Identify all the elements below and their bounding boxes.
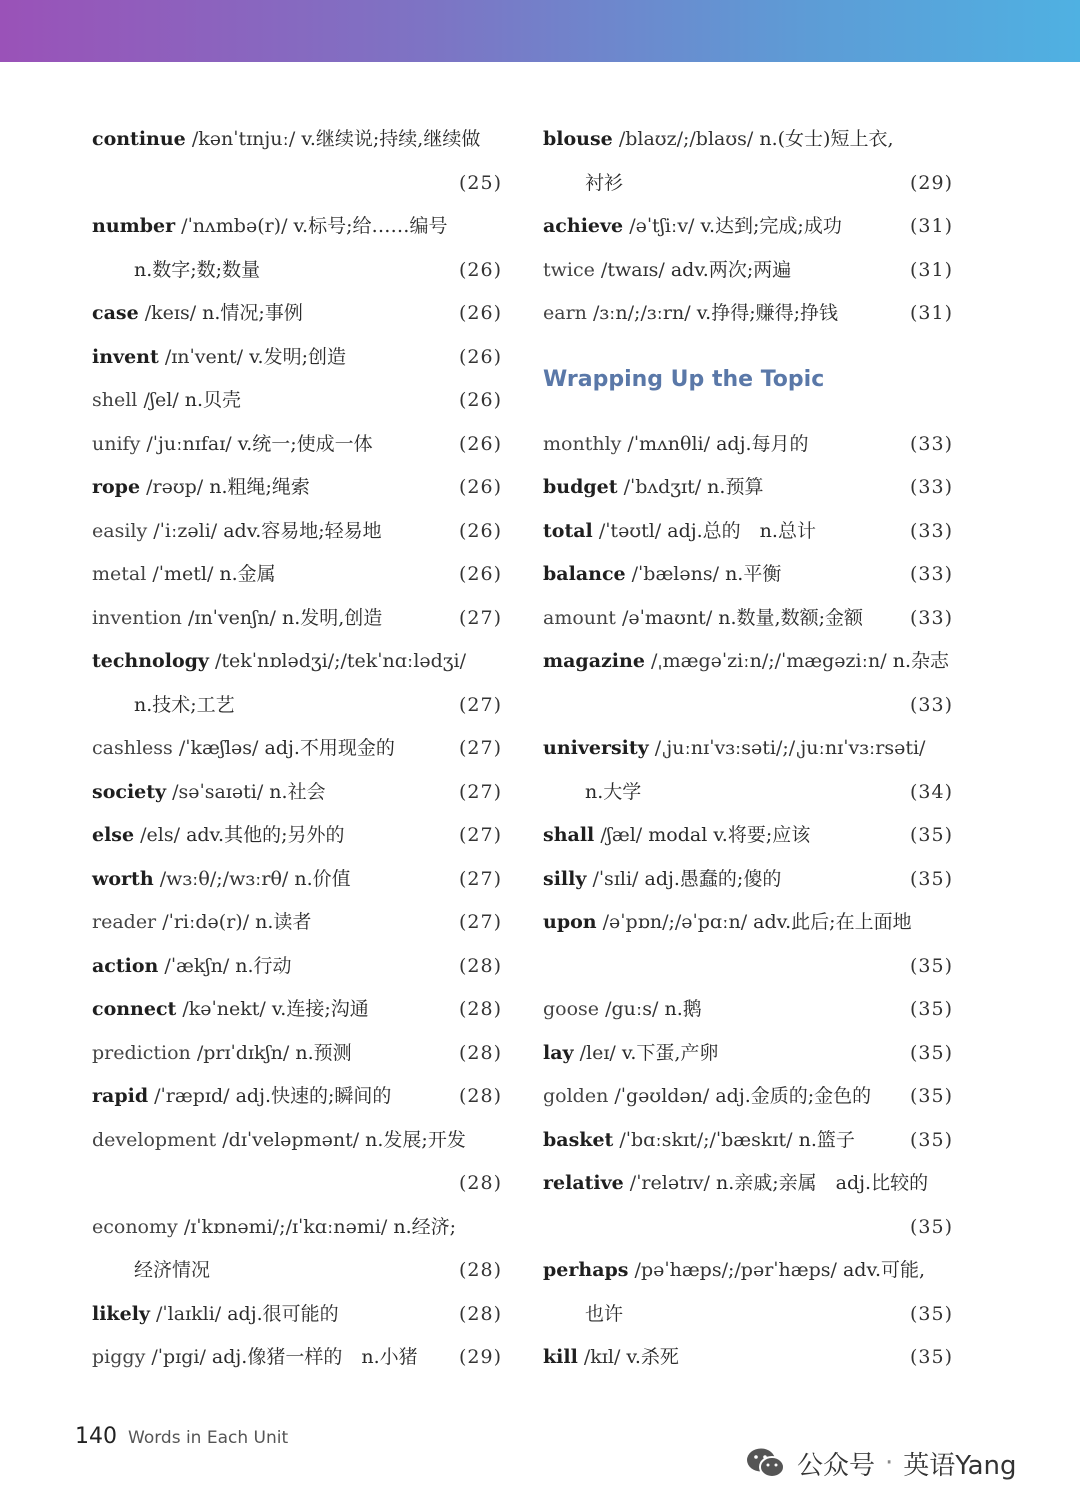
entry-word: economy xyxy=(92,1215,178,1238)
entry-definition: v.下蛋,产卵 xyxy=(621,1041,719,1064)
entry-pronunciation: /ɪnˈvent/ xyxy=(164,345,244,368)
entry-word: unify xyxy=(92,432,141,455)
entry-pronunciation: /blaʊz/;/blaʊs/ xyxy=(618,128,754,150)
entry-unit-ref: (27) xyxy=(458,693,502,716)
vocab-entry xyxy=(543,901,953,945)
vocab-entry xyxy=(543,1075,953,1119)
entry-unit-ref: (27) xyxy=(458,867,502,890)
entry-unit-ref: (33) xyxy=(909,519,953,542)
entry-pronunciation: /ˈpɪgi/ xyxy=(151,1346,206,1368)
vocab-entry xyxy=(92,466,502,510)
vocab-entry xyxy=(543,1119,953,1163)
vocab-entry xyxy=(543,510,953,554)
watermark-account: 英语Yang xyxy=(903,1450,1017,1481)
entry-pronunciation: /keɪs/ xyxy=(144,302,197,324)
entry-word: reader xyxy=(92,911,157,933)
vocab-entry xyxy=(92,988,502,1032)
entry-pronunciation: /ˈlaɪkli/ xyxy=(156,1302,222,1325)
vocab-entry xyxy=(92,423,502,467)
vocab-entry xyxy=(543,205,953,249)
entry-unit-ref: (35) xyxy=(909,824,953,846)
entry-pronunciation: /pəˈhæps/;/pərˈhæps/ xyxy=(634,1259,837,1281)
entry-unit-ref: (35) xyxy=(909,1302,953,1325)
entry-word: prediction xyxy=(92,1041,191,1064)
entry-definition: n.数字;数;数量 xyxy=(134,258,261,281)
entry-word: connect xyxy=(92,998,177,1020)
entry-definition: v.杀死 xyxy=(626,1346,679,1368)
entry-definition: modal v.将要;应该 xyxy=(648,824,811,846)
watermark-dot: · xyxy=(885,1448,894,1478)
entry-word: continue xyxy=(92,128,186,150)
header-gradient-bar xyxy=(0,0,1080,62)
entry-definition: adj.金质的;金色的 xyxy=(715,1085,872,1107)
entry-word: basket xyxy=(543,1128,614,1151)
entry-definition: n.数量,数额;金额 xyxy=(718,606,863,629)
vocab-entry xyxy=(92,901,502,945)
entry-word: number xyxy=(92,215,176,237)
entry-definition: adj.每月的 xyxy=(716,432,809,455)
entry-word: development xyxy=(92,1128,217,1151)
vocab-entry xyxy=(543,292,953,336)
entry-unit-ref: (26) xyxy=(458,345,502,368)
vocab-entry xyxy=(543,1249,953,1293)
entry-definition: n.篮子 xyxy=(798,1128,855,1151)
entry-continuation-line xyxy=(92,249,502,293)
vocab-entry xyxy=(543,1336,953,1380)
entry-definition: adj.很可能的 xyxy=(227,1302,339,1325)
entry-unit-ref: (26) xyxy=(458,302,502,324)
vocab-entry xyxy=(92,1075,502,1119)
entry-word: university xyxy=(543,737,649,759)
entry-word: budget xyxy=(543,476,618,498)
entry-pronunciation: /ɪnˈvenʃn/ xyxy=(187,606,276,629)
vocab-entry xyxy=(92,814,502,858)
entry-definition: n.预算 xyxy=(707,476,764,498)
entry-definition: 经济情况 xyxy=(134,1259,211,1281)
vocab-entry xyxy=(543,118,953,162)
entry-definition: v.继续说;持续,继续做 xyxy=(301,128,481,150)
entry-definition: n.发明,创造 xyxy=(281,606,383,629)
entry-unit-ref: (33) xyxy=(909,432,953,455)
entry-definition: n.(女士)短上衣, xyxy=(759,128,894,150)
entry-definition: v.统一;使成一体 xyxy=(237,432,373,455)
entry-continuation-line xyxy=(92,1162,502,1206)
vocab-entry xyxy=(92,858,502,902)
entry-definition: adj.不用现金的 xyxy=(264,737,395,759)
vocab-entry xyxy=(543,553,953,597)
entry-pronunciation: /ʃæl/ xyxy=(600,824,643,846)
entry-word: easily xyxy=(92,519,148,542)
entry-pronunciation: /ˈmʌnθli/ xyxy=(627,432,711,455)
vocab-entry xyxy=(92,292,502,336)
entry-pronunciation: /ˈkæʃləs/ xyxy=(178,737,259,759)
entry-definition: n.贝壳 xyxy=(184,389,242,411)
entry-word: blouse xyxy=(543,128,613,150)
entry-unit-ref: (31) xyxy=(909,258,953,281)
entry-continuation-line xyxy=(92,1249,502,1293)
vocab-entry xyxy=(92,1119,502,1163)
entry-word: magazine xyxy=(543,650,645,672)
entry-continuation-line xyxy=(92,162,502,206)
entry-definition: 衬衫 xyxy=(585,171,624,194)
vocab-entry xyxy=(92,118,502,162)
entry-definition: n.经济; xyxy=(393,1215,457,1238)
entry-pronunciation: /ˈsɪli/ xyxy=(592,867,639,890)
entry-definition: adv.容易地;轻易地 xyxy=(223,519,382,542)
entry-definition: adj.像猪一样的 n.小猪 xyxy=(211,1346,418,1368)
vocab-entry xyxy=(543,727,953,771)
entry-word: action xyxy=(92,954,159,977)
entry-unit-ref: (35) xyxy=(909,954,953,977)
entry-word: rapid xyxy=(92,1085,149,1107)
entry-word: likely xyxy=(92,1302,150,1325)
entry-word: metal xyxy=(92,563,147,585)
entry-definition: n.鹅 xyxy=(664,998,702,1020)
entry-word: case xyxy=(92,302,139,324)
entry-unit-ref: (35) xyxy=(909,867,953,890)
entry-definition: v.挣得;赚得;挣钱 xyxy=(696,302,839,324)
vocab-entry xyxy=(543,249,953,293)
entry-word: golden xyxy=(543,1085,609,1107)
entry-definition: adj.快速的;瞬间的 xyxy=(235,1085,392,1107)
entry-definition: v.标号;给……编号 xyxy=(293,215,448,237)
entry-pronunciation: /leɪ/ xyxy=(579,1041,616,1064)
entry-unit-ref: (33) xyxy=(909,606,953,629)
entry-pronunciation: /rəʊp/ xyxy=(146,476,204,498)
entry-pronunciation: /ɪˈkɒnəmi/;/ɪˈkɑːnəmi/ xyxy=(183,1215,388,1238)
entry-definition: n.金属 xyxy=(219,563,276,585)
entry-unit-ref: (28) xyxy=(458,1302,502,1325)
entry-word: balance xyxy=(543,563,626,585)
entry-definition: n.社会 xyxy=(269,780,326,803)
entry-word: earn xyxy=(543,302,587,324)
entry-word: upon xyxy=(543,911,597,933)
entry-unit-ref: (26) xyxy=(458,258,502,281)
entry-definition: n.亲戚;亲属 adj.比较的 xyxy=(715,1172,929,1194)
entry-word: else xyxy=(92,824,135,846)
entry-pronunciation: /ɜːn/;/ɜːrn/ xyxy=(592,302,691,324)
entry-unit-ref: (25) xyxy=(458,171,502,194)
entry-pronunciation: /guːs/ xyxy=(605,998,659,1020)
vocab-entry xyxy=(92,1206,502,1250)
entry-continuation-line xyxy=(543,1206,953,1250)
entry-word: shall xyxy=(543,824,595,846)
entry-continuation-line xyxy=(543,162,953,206)
entry-pronunciation: /ˈnʌmbə(r)/ xyxy=(181,215,288,237)
vocab-entry xyxy=(543,858,953,902)
vocab-entry xyxy=(92,1032,502,1076)
entry-pronunciation: /ˌmægəˈziːn/;/ˈmægəziːn/ xyxy=(650,650,887,672)
entry-definition: adj.总的 n.总计 xyxy=(667,519,816,542)
entry-unit-ref: (27) xyxy=(458,606,502,629)
entry-pronunciation: /tekˈnɒlədʒi/;/tekˈnɑːlədʒi/ xyxy=(215,650,467,672)
entry-pronunciation: /ˈbæləns/ xyxy=(631,563,720,585)
entry-definition: adv.两次;两遍 xyxy=(670,258,792,281)
entry-definition: n.读者 xyxy=(255,911,312,933)
page-number: 140 xyxy=(75,1424,117,1449)
entry-word: goose xyxy=(543,998,600,1020)
entry-word: lay xyxy=(543,1041,574,1064)
watermark-label: 公众号 xyxy=(797,1450,876,1481)
entry-pronunciation: /ˈbʌdʒɪt/ xyxy=(623,476,702,498)
entry-unit-ref: (26) xyxy=(458,389,502,411)
footer-section-title: Words in Each Unit xyxy=(128,1428,289,1448)
entry-definition: v.发明;创造 xyxy=(249,345,346,368)
entry-unit-ref: (28) xyxy=(458,1085,502,1107)
entry-pronunciation: /ˌjuːnɪˈvɜːsəti/;/ˌjuːnɪˈvɜːrsəti/ xyxy=(654,737,926,759)
vocab-entry xyxy=(543,1162,953,1206)
word-list-right-column xyxy=(543,118,953,1380)
section-title: Wrapping Up the Topic xyxy=(543,366,825,392)
entry-pronunciation: /ˈtəʊtl/ xyxy=(598,519,662,542)
entry-definition: n.大学 xyxy=(585,780,642,803)
entry-continuation-line xyxy=(543,684,953,728)
entry-word: invent xyxy=(92,345,159,368)
entry-unit-ref: (29) xyxy=(458,1346,502,1368)
entry-definition: 也许 xyxy=(585,1302,624,1325)
entry-definition: n.平衡 xyxy=(725,563,782,585)
entry-definition: adv.可能, xyxy=(842,1259,926,1281)
entry-unit-ref: (26) xyxy=(458,432,502,455)
entry-pronunciation: /ˈmetl/ xyxy=(152,563,214,585)
vocab-entry xyxy=(92,597,502,641)
entry-pronunciation: /dɪˈveləpmənt/ xyxy=(222,1128,360,1151)
entry-pronunciation: /əˈpɒn/;/əˈpɑːn/ xyxy=(602,911,748,933)
entry-unit-ref: (28) xyxy=(458,1172,502,1194)
entry-pronunciation: /əˈmaʊnt/ xyxy=(621,606,713,629)
entry-word: twice xyxy=(543,258,595,281)
entry-definition: n.行动 xyxy=(235,954,292,977)
entry-word: total xyxy=(543,519,593,542)
vocab-entry xyxy=(92,1293,502,1337)
vocab-entry xyxy=(92,640,502,684)
entry-definition: v.达到;完成;成功 xyxy=(700,215,842,237)
wechat-icon xyxy=(745,1445,787,1481)
entry-unit-ref: (27) xyxy=(458,911,502,933)
entry-word: achieve xyxy=(543,215,624,237)
entry-unit-ref: (28) xyxy=(458,1259,502,1281)
entry-word: worth xyxy=(92,867,154,890)
watermark xyxy=(745,1440,1017,1486)
entry-definition: adj.愚蠢的;傻的 xyxy=(644,867,782,890)
entry-pronunciation: /kəˈnekt/ xyxy=(182,998,266,1020)
entry-pronunciation: /ˈbɑːskɪt/;/ˈbæskɪt/ xyxy=(619,1128,793,1151)
vocab-entry xyxy=(92,945,502,989)
entry-unit-ref: (31) xyxy=(909,302,953,324)
entry-unit-ref: (26) xyxy=(458,519,502,542)
vocab-entry xyxy=(92,771,502,815)
vocab-entry xyxy=(543,466,953,510)
entry-continuation-line xyxy=(92,684,502,728)
entry-pronunciation: /twaɪs/ xyxy=(600,258,665,281)
vocab-entry xyxy=(92,510,502,554)
entry-pronunciation: /ˈræpɪd/ xyxy=(154,1085,230,1107)
entry-unit-ref: (35) xyxy=(909,1041,953,1064)
entry-word: invention xyxy=(92,606,182,629)
entry-definition: adv.此后;在上面地 xyxy=(753,911,912,933)
vocab-entry xyxy=(543,597,953,641)
entry-definition: n.发展;开发 xyxy=(365,1128,466,1151)
vocab-entry xyxy=(92,727,502,771)
vocab-entry xyxy=(543,640,953,684)
entry-unit-ref: (34) xyxy=(909,780,953,803)
entry-unit-ref: (27) xyxy=(458,737,502,759)
entry-pronunciation: /ˈriːdə(r)/ xyxy=(162,911,250,933)
entry-definition: n.杂志 xyxy=(892,650,949,672)
vocab-entry xyxy=(92,1336,502,1380)
entry-unit-ref: (27) xyxy=(458,780,502,803)
entry-word: monthly xyxy=(543,432,622,455)
vocab-entry xyxy=(543,1032,953,1076)
entry-word: amount xyxy=(543,606,616,629)
entry-word: rope xyxy=(92,476,141,498)
entry-word: shell xyxy=(92,389,138,411)
entry-definition: n.预测 xyxy=(295,1041,352,1064)
vocab-entry xyxy=(92,205,502,249)
entry-unit-ref: (35) xyxy=(909,1128,953,1151)
vocab-entry xyxy=(92,336,502,380)
entry-definition: n.价值 xyxy=(294,867,351,890)
entry-unit-ref: (28) xyxy=(458,1041,502,1064)
entry-definition: v.连接;沟通 xyxy=(271,998,369,1020)
entry-pronunciation: /wɜːθ/;/wɜːrθ/ xyxy=(159,867,289,890)
entry-unit-ref: (27) xyxy=(458,824,502,846)
vocab-entry xyxy=(92,553,502,597)
entry-word: perhaps xyxy=(543,1259,629,1281)
entry-continuation-line xyxy=(543,771,953,815)
word-list-left-column xyxy=(92,118,502,1380)
vocab-entry xyxy=(543,814,953,858)
entry-unit-ref: (35) xyxy=(909,1346,953,1368)
entry-word: relative xyxy=(543,1172,624,1194)
vocab-entry xyxy=(92,379,502,423)
entry-continuation-line xyxy=(543,945,953,989)
entry-unit-ref: (26) xyxy=(458,563,502,585)
entry-pronunciation: /ˈiːzəli/ xyxy=(153,519,218,542)
entry-unit-ref: (35) xyxy=(909,998,953,1020)
entry-unit-ref: (33) xyxy=(909,563,953,585)
entry-unit-ref: (29) xyxy=(909,171,953,194)
entry-unit-ref: (33) xyxy=(909,693,953,716)
entry-pronunciation: /els/ xyxy=(140,824,181,846)
entry-unit-ref: (33) xyxy=(909,476,953,498)
entry-unit-ref: (35) xyxy=(909,1215,953,1238)
entry-pronunciation: /ˈjuːnɪfaɪ/ xyxy=(146,432,232,455)
entry-word: society xyxy=(92,780,167,803)
entry-pronunciation: /əˈtʃiːv/ xyxy=(629,215,695,237)
entry-word: piggy xyxy=(92,1346,146,1368)
entry-definition: n.技术;工艺 xyxy=(134,693,235,716)
entry-definition: n.粗绳;绳索 xyxy=(209,476,310,498)
entry-definition: n.情况;事例 xyxy=(202,302,303,324)
entry-unit-ref: (28) xyxy=(458,998,502,1020)
entry-word: cashless xyxy=(92,737,173,759)
entry-unit-ref: (28) xyxy=(458,954,502,977)
entry-word: technology xyxy=(92,650,209,672)
entry-pronunciation: /ˈgəʊldən/ xyxy=(614,1085,710,1107)
entry-word: silly xyxy=(543,867,587,890)
entry-word: kill xyxy=(543,1346,578,1368)
entry-pronunciation: /ˈækʃn/ xyxy=(164,954,230,977)
entry-definition: adv.其他的;另外的 xyxy=(186,824,345,846)
entry-pronunciation: /ʃel/ xyxy=(143,389,179,411)
entry-pronunciation: /prɪˈdɪkʃn/ xyxy=(196,1041,290,1064)
entry-unit-ref: (35) xyxy=(909,1085,953,1107)
entry-unit-ref: (31) xyxy=(909,215,953,237)
entry-continuation-line xyxy=(543,1293,953,1337)
entry-unit-ref: (26) xyxy=(458,476,502,498)
entry-pronunciation: /ˈrelətɪv/ xyxy=(629,1172,710,1194)
entry-pronunciation: /səˈsaɪəti/ xyxy=(172,780,264,803)
entry-pronunciation: /kənˈtɪnjuː/ xyxy=(191,128,296,150)
vocab-entry xyxy=(543,988,953,1032)
entry-pronunciation: /kɪl/ xyxy=(583,1346,621,1368)
vocab-entry xyxy=(543,423,953,467)
